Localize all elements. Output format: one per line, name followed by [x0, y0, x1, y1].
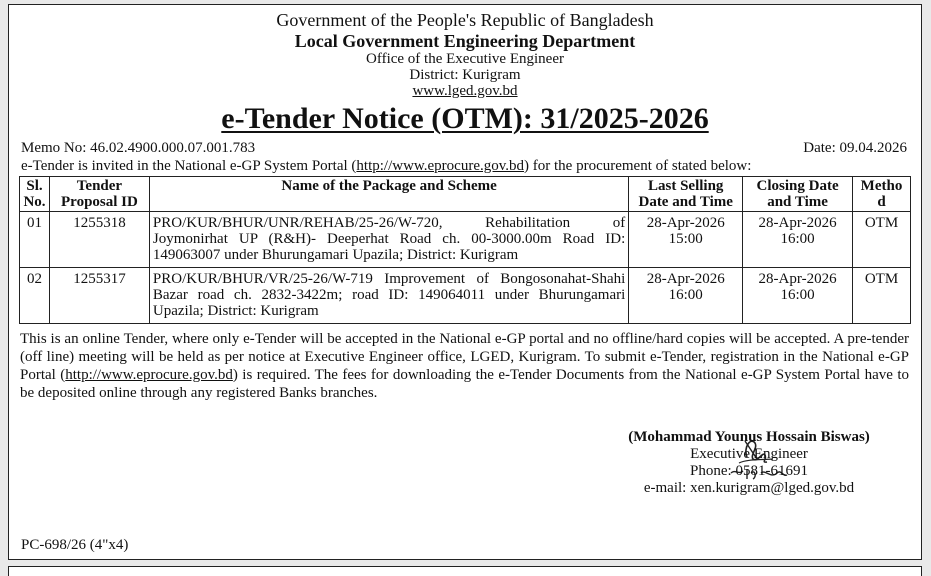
memo-date: Date: 09.04.2026: [803, 140, 907, 156]
row-sl: 01: [20, 212, 50, 268]
department-name: Local Government Engineering Department: [294, 31, 636, 51]
header-method: Metho d: [853, 177, 911, 212]
closing-time: 16:00: [780, 231, 815, 247]
signature-block: [599, 429, 899, 497]
last-selling-date: 28-Apr-2026: [646, 215, 725, 231]
closing-date: 28-Apr-2026: [758, 215, 837, 231]
header-sl: Sl. No.: [20, 177, 50, 212]
signatory-phone: Phone: 0581-61691: [690, 463, 808, 479]
intro-text: [9, 157, 921, 176]
office-name: Office of the Executive Engineer: [366, 51, 564, 67]
row-sl: 02: [20, 268, 50, 324]
header-package: Name of the Package and Scheme: [149, 177, 628, 212]
last-selling-date: 28-Apr-2026: [646, 271, 725, 287]
intro-before: e-Tender is invited in the National e-GP System Portal (: [21, 158, 357, 174]
row-last-selling: [629, 212, 743, 268]
signatory-name: (Mohammad Younus Hossain Biswas): [628, 429, 870, 445]
eprocure-link[interactable]: http://www.eprocure.gov.bd: [356, 158, 525, 174]
notice-title: e-Tender Notice (OTM): 31/2025-2026: [221, 102, 709, 135]
website-link[interactable]: www.lged.gov.bd: [412, 83, 518, 99]
tender-notice-sheet: [8, 4, 922, 560]
row-closing: [743, 212, 853, 268]
terms-paragraph: [9, 330, 921, 402]
memo-row: [9, 139, 921, 157]
row-closing: [743, 268, 853, 324]
closing-time: 16:00: [780, 287, 815, 303]
terms-after: ) is required. The fees for downloading the e-Tender Documents from the National e-GP System Portal have to be deposited online through any registered Banks branches.: [20, 367, 909, 401]
closing-date: 28-Apr-2026: [758, 271, 837, 287]
signatory-email: e-mail: xen.kurigram@lged.gov.bd: [643, 480, 855, 496]
header-tender-id: Tender Proposal ID: [49, 177, 149, 212]
last-selling-time: 15:00: [668, 231, 703, 247]
signatory-designation: Executive Engineer: [690, 446, 808, 462]
table-header-row: [20, 177, 911, 212]
district-name: District: Kurigram: [409, 67, 521, 83]
intro-after: ) for the procurement of stated below:: [524, 158, 752, 174]
row-package: PRO/KUR/BHUR/UNR/REHAB/25-26/W-720, Rehabilitation of Joymonirhat UP (R&H)- Deeperhat Road ch. 00-3000.00m Road ID: 149063007 under Bhurungamari Upazila; District: Kurigram: [149, 212, 628, 268]
header-closing: Closing Date and Time: [743, 177, 853, 212]
pc-reference: PC-698/26 (4"x4): [21, 537, 129, 553]
row-method: OTM: [853, 268, 911, 324]
last-selling-time: 16:00: [668, 287, 703, 303]
government-name: Government of the People's Republic of Bangladesh: [276, 10, 654, 30]
header-last-selling: Last Selling Date and Time: [629, 177, 743, 212]
row-tender-id: 1255318: [49, 212, 149, 268]
memo-number: Memo No: 46.02.4900.000.07.001.783: [21, 140, 256, 156]
eprocure-link-2[interactable]: http://www.eprocure.gov.bd: [65, 367, 233, 383]
notice-header: [9, 10, 921, 136]
row-tender-id: 1255317: [49, 268, 149, 324]
tender-table: [19, 176, 911, 324]
row-last-selling: [629, 268, 743, 324]
row-method: OTM: [853, 212, 911, 268]
row-package: PRO/KUR/BHUR/VR/25-26/W-719 Improvement of Bongosonahat-Shahi Bazar road ch. 2832-3422m; road ID: 149064011 under Bhurungamari Upazila; District: Kurigram: [149, 268, 628, 324]
table-row: [20, 212, 911, 268]
terms-before: This is an online Tender, where only e-Tender will be accepted in the National e-GP portal and no offline/hard copies will be accepted. A pre-tender (off line) meeting will be held as per notice at Executive Engineer office, LGED, Kurigram. To submit e-Tender, registration in the National e-GP Portal (: [20, 331, 909, 383]
table-row: [20, 268, 911, 324]
next-notice-edge: [8, 566, 922, 576]
